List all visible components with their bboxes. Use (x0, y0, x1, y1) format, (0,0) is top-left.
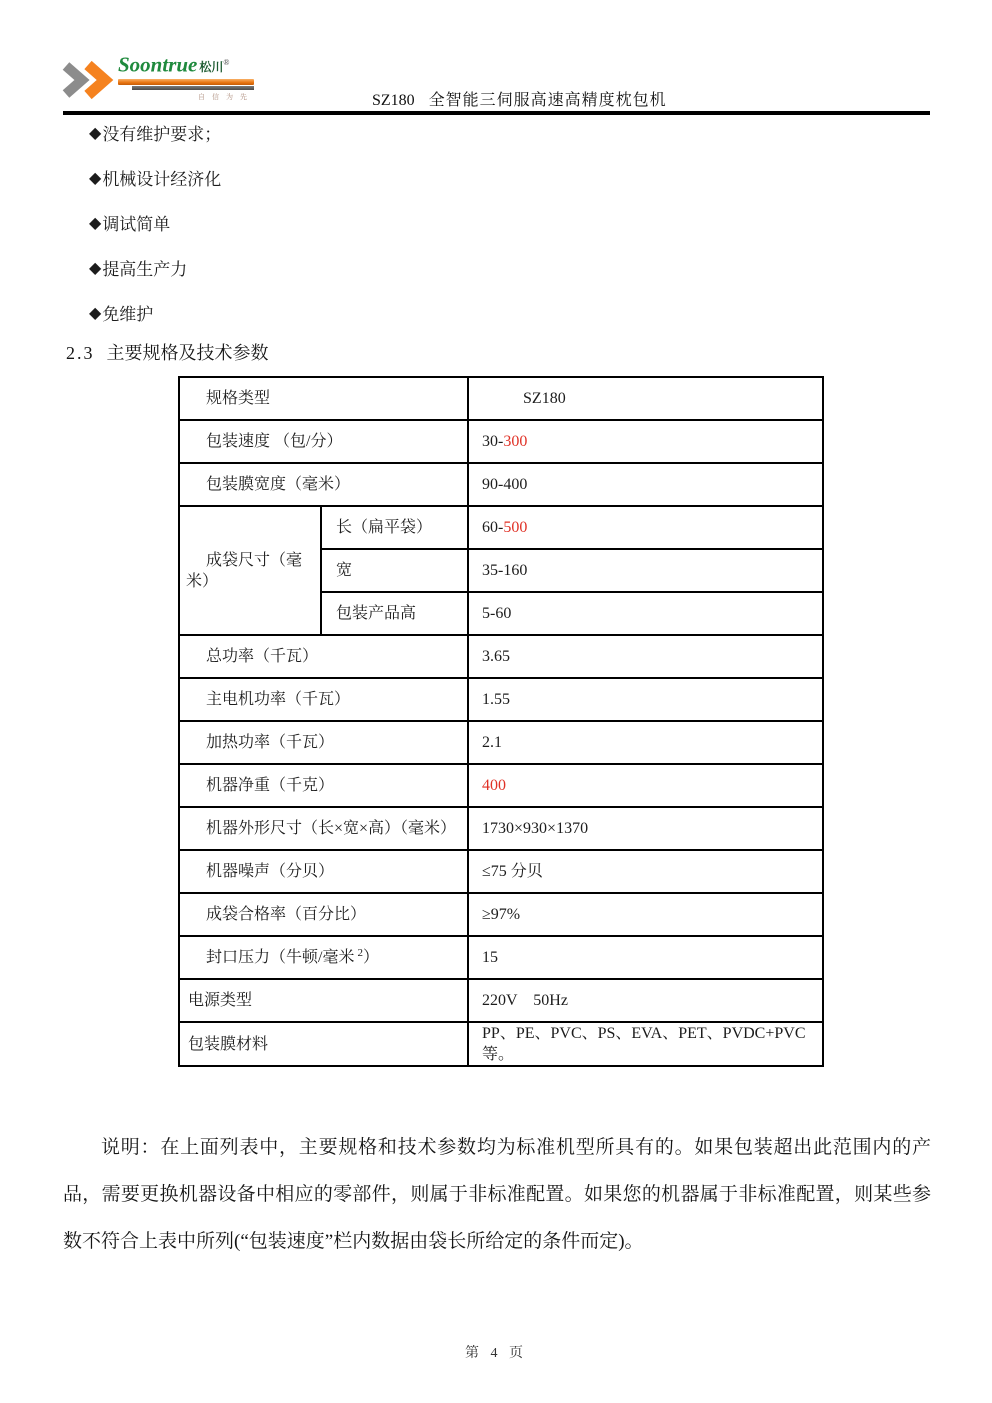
spec-sublabel: 包装产品高 (321, 592, 468, 635)
spec-value: 60-500 (468, 506, 823, 549)
spec-row-power-supply (179, 979, 823, 1022)
feature-text: 提高生产力 (102, 260, 188, 279)
spec-value: 1.55 (468, 678, 823, 721)
feature-text: 免维护 (102, 305, 154, 324)
logo-text-block (118, 52, 254, 102)
registered-trademark-icon: ® (223, 58, 230, 67)
spec-label: 包装速度 （包/分） (179, 420, 468, 463)
spec-row-sealing-pressure (179, 936, 823, 979)
page-number: 第 4 页 (465, 1346, 527, 1361)
feature-item (89, 155, 221, 200)
feature-text: 没有维护要求； (102, 125, 222, 144)
spec-label: 规格类型 (179, 377, 468, 420)
highlighted-value: 300 (503, 433, 528, 450)
spec-label: 封口压力（牛顿/毫米 $^2$） (179, 936, 468, 979)
spec-label: 成袋合格率（百分比） (179, 893, 468, 936)
feature-text: 调试简单 (102, 215, 171, 234)
spec-label: 机器外形尺寸（长×宽×高）（毫米） (179, 807, 468, 850)
feature-item (89, 245, 221, 290)
spec-row-total-power (179, 635, 823, 678)
spec-label: 总功率（千瓦） (179, 635, 468, 678)
spec-label: 包装膜材料 (179, 1022, 468, 1066)
document-title (372, 87, 667, 110)
feature-list (89, 110, 221, 335)
highlighted-value: 400 (482, 777, 507, 794)
spec-value: 5-60 (468, 592, 823, 635)
spec-row-bag-length (179, 506, 823, 549)
diamond-bullet-icon: ◆ (89, 214, 102, 232)
brand-line (118, 52, 254, 78)
spec-value: 3.65 (468, 635, 823, 678)
spec-value: 35-160 (468, 549, 823, 592)
spec-sublabel: 长（扁平袋） (321, 506, 468, 549)
spec-value: PP、PE、PVC、PS、EVA、PET、PVDC+PVC 等。 (468, 1022, 823, 1066)
section-heading (66, 339, 269, 365)
diamond-bullet-icon: ◆ (89, 304, 102, 322)
spec-value: 220V 50Hz (468, 979, 823, 1022)
feature-item (89, 110, 221, 155)
spec-group-label: 成袋尺寸（毫米） (179, 506, 321, 635)
spec-row-net-weight (179, 764, 823, 807)
feature-text: 机械设计经济化 (102, 170, 222, 189)
logo-chevrons-icon (62, 60, 114, 100)
superscript-2: 2 (357, 946, 363, 959)
spec-value: 30-300 (468, 420, 823, 463)
notes-paragraph: 说明：在上面列表中，主要规格和技术参数均为标准机型所具有的。如果包装超出此范围内的产品，需要更换机器设备中相应的零部件，则属于非标准配置。如果您的机器属于非标准配置，则某些参数不符合上表中所列(“包装速度”栏内数据由袋长所给定的条件而定)。 (63, 1137, 931, 1252)
spec-row-motor-power (179, 678, 823, 721)
logo-orange-bar (118, 79, 254, 85)
logo-tagline: 自信为先 (198, 93, 254, 102)
spec-row-model (179, 377, 823, 420)
spec-value: ≥97% (468, 893, 823, 936)
model-number: SZ180 (372, 92, 415, 109)
spec-value: SZ180 (468, 377, 823, 420)
feature-item (89, 200, 221, 245)
section-number: 2.3 (66, 343, 95, 363)
spec-label: 机器净重（千克） (179, 764, 468, 807)
brand-name-chinese: 松川 (199, 60, 224, 75)
feature-item (89, 290, 221, 335)
spec-label: 主电机功率（千瓦） (179, 678, 468, 721)
spec-label: 机器噪声（分贝） (179, 850, 468, 893)
spec-row-film-width (179, 463, 823, 506)
spec-table (178, 376, 824, 1067)
soontrue-logo (62, 52, 254, 102)
spec-label: 加热功率（千瓦） (179, 721, 468, 764)
spec-row-dimensions (179, 807, 823, 850)
spec-sublabel: 宽 (321, 549, 468, 592)
spec-row-film-material (179, 1022, 823, 1066)
highlighted-value: 500 (503, 519, 528, 536)
diamond-bullet-icon: ◆ (89, 259, 102, 277)
spec-value: 2.1 (468, 721, 823, 764)
spec-value (468, 764, 823, 807)
spec-row-speed (179, 420, 823, 463)
diamond-bullet-icon: ◆ (89, 169, 102, 187)
spec-label: 包装膜宽度（毫米） (179, 463, 468, 506)
spec-label: 电源类型 (179, 979, 468, 1022)
spec-row-noise (179, 850, 823, 893)
spec-row-heating-power (179, 721, 823, 764)
logo-gray-bar (132, 86, 254, 90)
diamond-bullet-icon: ◆ (89, 124, 102, 142)
spec-value: 90-400 (468, 463, 823, 506)
spec-value: ≤75 分贝 (468, 850, 823, 893)
spec-row-qualified-rate (179, 893, 823, 936)
section-title: 主要规格及技术参数 (106, 343, 269, 363)
brand-name: Soontrue (118, 52, 198, 77)
spec-value: 15 (468, 936, 823, 979)
spec-value: 1730×930×1370 (468, 807, 823, 850)
machine-name: 全智能三伺服高速高精度枕包机 (428, 92, 667, 109)
